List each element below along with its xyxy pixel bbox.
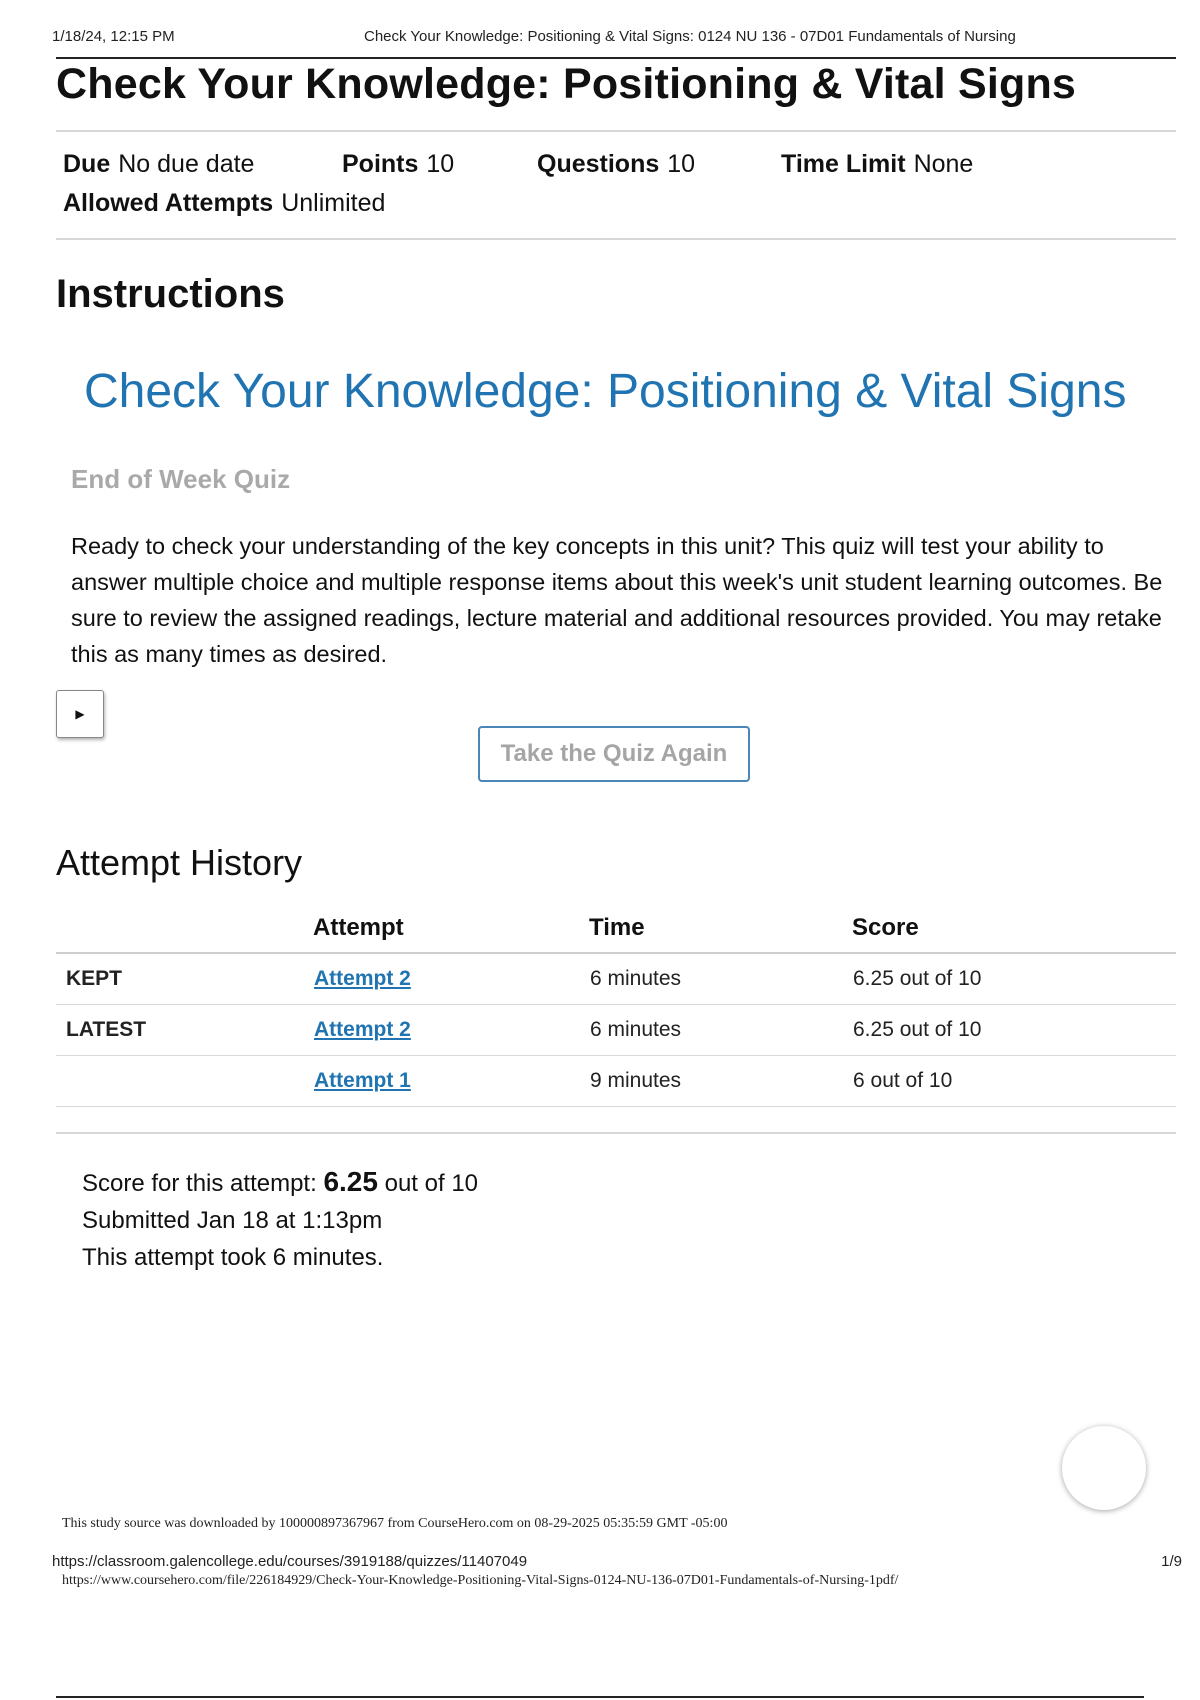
footer-divider xyxy=(56,1696,1144,1698)
points-value: 10 xyxy=(426,150,455,178)
time-limit-value: None xyxy=(913,150,974,178)
source-url: https://www.coursehero.com/file/226184929/Check-Your-Knowledge-Positioning-Vital-Signs-0124-NU-136-07D01-Fundamentals-of-Nursing-1pdf/ xyxy=(62,1573,899,1588)
table-row xyxy=(56,1005,1176,1056)
attempt-status: KEPT xyxy=(56,953,313,1005)
title-divider xyxy=(56,130,1176,132)
download-note: This study source was downloaded by 100000897367967 from CourseHero.com on 08-29-2025 05:35:59 GMT -05:00 xyxy=(62,1516,728,1531)
attempt-score: 6.25 out of 10 xyxy=(852,953,1176,1005)
table-row xyxy=(56,1056,1176,1107)
attempt-history-heading: Attempt History xyxy=(56,842,303,883)
column-header-score: Score xyxy=(852,904,1176,953)
due-value: No due date xyxy=(118,150,255,178)
attempt-status xyxy=(56,1056,313,1107)
quiz-banner-title: Check Your Knowledge: Positioning & Vital Signs xyxy=(84,365,1127,418)
print-datetime: 1/18/24, 12:15 PM xyxy=(52,28,175,45)
column-header-attempt: Attempt xyxy=(313,904,589,953)
history-divider xyxy=(56,1132,1176,1134)
print-doc-title: Check Your Knowledge: Positioning & Vital Signs: 0124 NU 136 - 07D01 Fundamentals of Nursing xyxy=(364,28,1016,45)
column-header-status xyxy=(56,904,313,953)
time-limit-detail xyxy=(781,150,973,179)
attempt-score-summary xyxy=(82,1163,478,1276)
score-prefix: Score for this attempt: xyxy=(82,1170,317,1197)
header-divider xyxy=(56,57,1176,59)
attempt-history-table xyxy=(56,904,1176,1107)
play-button[interactable] xyxy=(56,690,104,738)
attempt-duration-text: This attempt took 6 minutes. xyxy=(82,1244,384,1271)
points-label: Points xyxy=(342,150,419,178)
attempt-status: LATEST xyxy=(56,1005,313,1056)
time-limit-label: Time Limit xyxy=(781,150,906,178)
points-detail xyxy=(342,150,454,179)
allowed-attempts-detail xyxy=(63,189,385,218)
page-number: 1/9 xyxy=(1161,1553,1182,1570)
attempt-time: 6 minutes xyxy=(589,953,852,1005)
column-header-time: Time xyxy=(589,904,852,953)
due-label: Due xyxy=(63,150,111,178)
table-header-row xyxy=(56,904,1176,953)
attempt-link[interactable]: Attempt 2 xyxy=(314,967,411,990)
take-quiz-again-button[interactable]: Take the Quiz Again xyxy=(478,726,750,782)
attempt-score: 6.25 out of 10 xyxy=(852,1005,1176,1056)
attempt-time: 6 minutes xyxy=(589,1005,852,1056)
score-line xyxy=(82,1163,478,1202)
footer-url: https://classroom.galencollege.edu/courses/3919188/quizzes/11407049 xyxy=(52,1553,528,1570)
attempt-time: 9 minutes xyxy=(589,1056,852,1107)
instructions-body: Ready to check your understanding of the key concepts in this unit? This quiz will test your ability to answer multiple choice and multiple response items about this week's unit student learning outcomes. Be sure to review the assigned readings, lecture material and additional resources provided. You may retake this as many times as desired. xyxy=(71,533,1163,667)
submitted-text: Submitted Jan 18 at 1:13pm xyxy=(82,1207,383,1234)
due-detail xyxy=(63,150,254,179)
play-icon: ▶ xyxy=(75,707,85,721)
instructions-heading: Instructions xyxy=(56,272,285,316)
attempt-score: 6 out of 10 xyxy=(852,1056,1176,1107)
floating-action-button[interactable] xyxy=(1062,1426,1146,1510)
attempt-link[interactable]: Attempt 1 xyxy=(314,1069,411,1092)
attempt-link[interactable]: Attempt 2 xyxy=(314,1018,411,1041)
score-suffix: out of 10 xyxy=(384,1170,479,1197)
details-divider xyxy=(56,238,1176,240)
questions-value: 10 xyxy=(667,150,696,178)
allowed-attempts-label: Allowed Attempts xyxy=(63,189,274,217)
allowed-attempts-value: Unlimited xyxy=(281,189,386,217)
table-row xyxy=(56,953,1176,1005)
questions-label: Questions xyxy=(537,150,660,178)
score-value: 6.25 xyxy=(323,1166,378,1197)
quiz-subheading: End of Week Quiz xyxy=(71,464,291,494)
questions-detail xyxy=(537,150,695,179)
page-title: Check Your Knowledge: Positioning & Vital Signs xyxy=(56,60,1077,108)
